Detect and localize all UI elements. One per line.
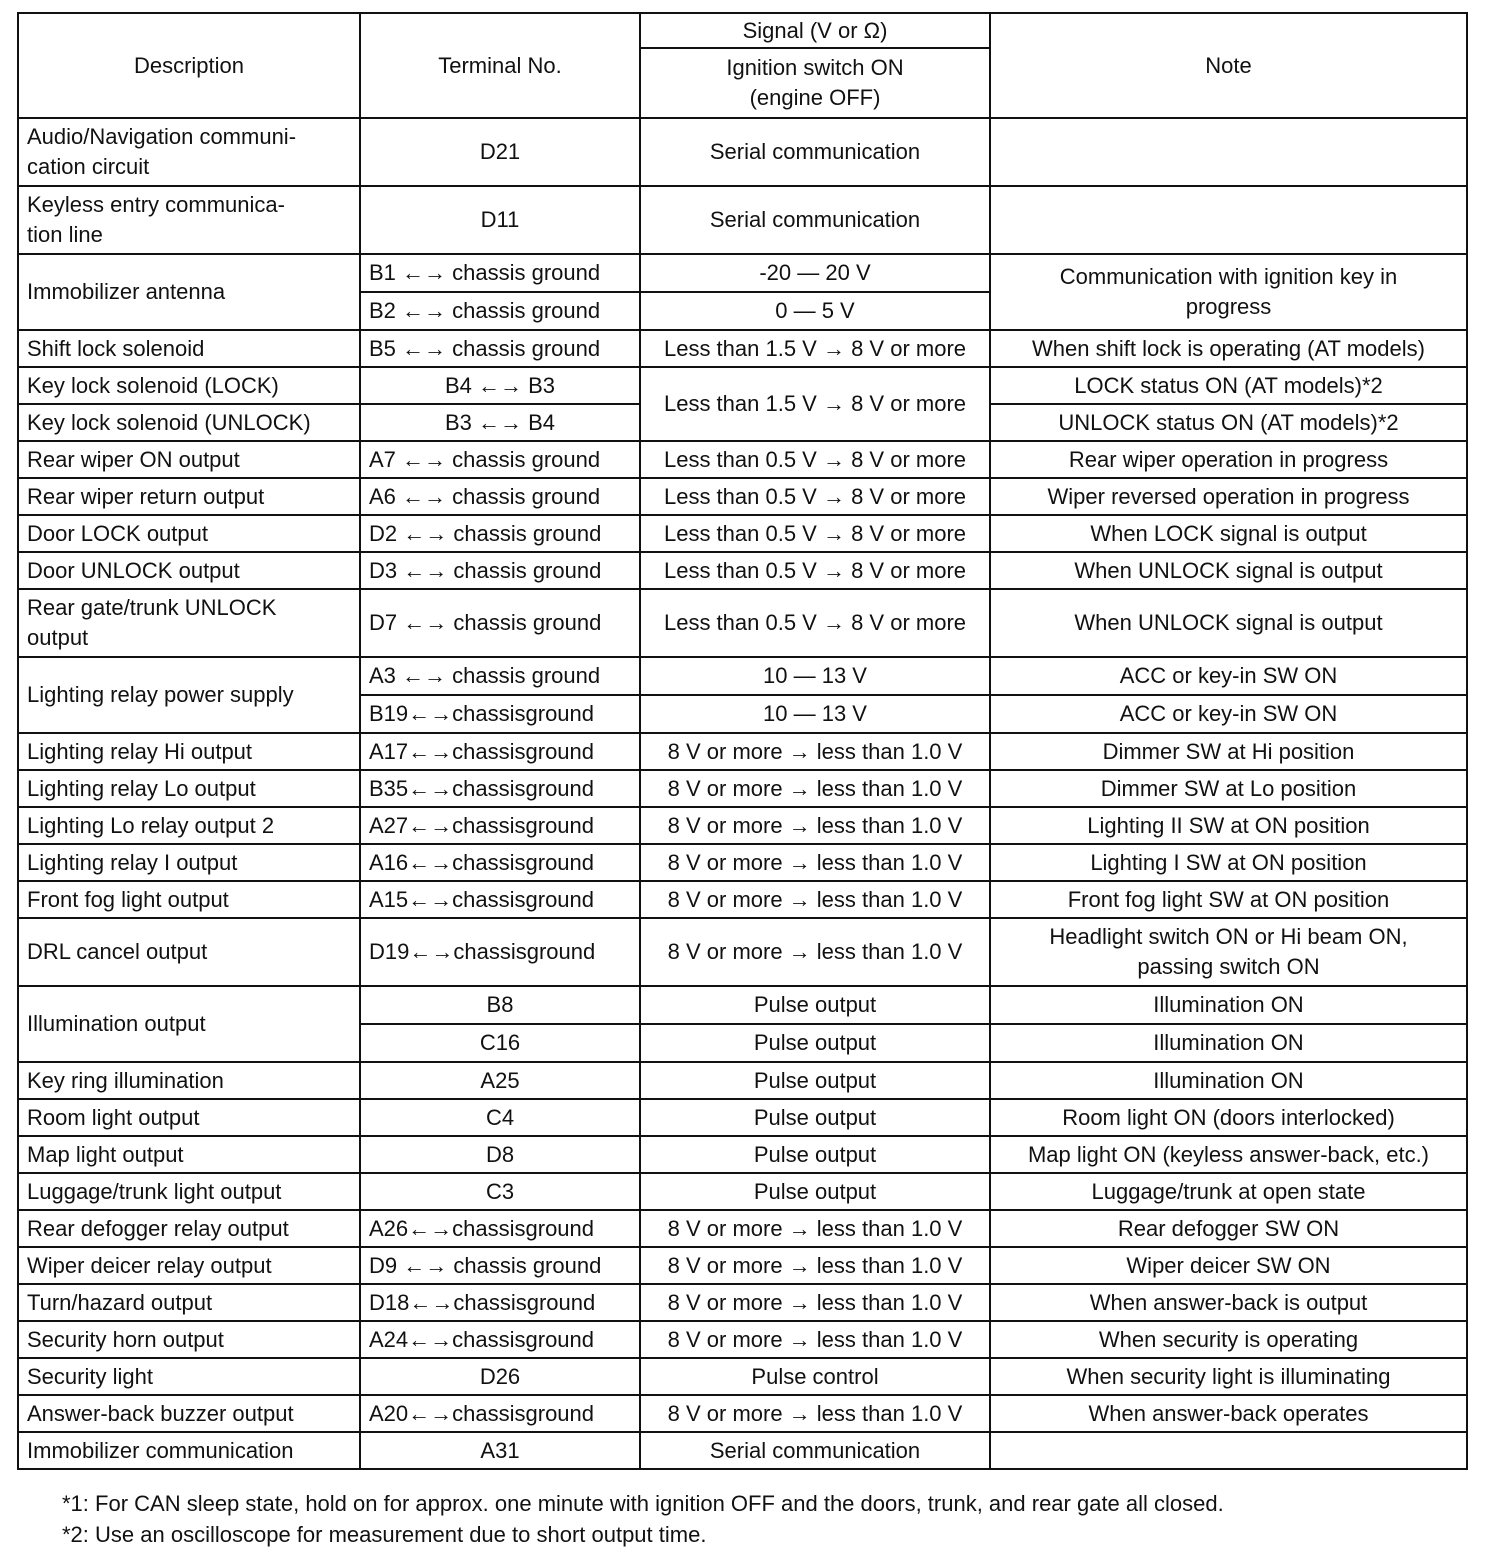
cell-signal: 8 V or more → less than 1.0 V <box>640 1321 990 1358</box>
cell-note: Headlight switch ON or Hi beam ON, passing switch ON <box>990 918 1467 986</box>
cell-description: Door LOCK output <box>18 515 360 552</box>
table-row <box>18 1395 1467 1432</box>
cell-note <box>990 118 1467 186</box>
cell-terminal: D19←→chassisground <box>360 918 640 986</box>
cell-signal: Pulse output <box>640 1136 990 1173</box>
table-row <box>18 1136 1467 1173</box>
cell-terminal: B8 <box>360 986 640 1024</box>
cell-note: Illumination ON <box>990 1062 1467 1099</box>
table-row <box>18 118 1467 186</box>
header-ignition: Ignition switch ON (engine OFF) <box>640 48 990 118</box>
cell-terminal: B35←→chassisground <box>360 770 640 807</box>
header-terminal: Terminal No. <box>360 13 640 118</box>
cell-signal: Pulse output <box>640 1024 990 1062</box>
cell-description: Wiper deicer relay output <box>18 1247 360 1284</box>
cell-signal: Less than 1.5 V → 8 V or more <box>640 330 990 367</box>
cell-description: Immobilizer antenna <box>18 254 360 330</box>
cell-signal: Pulse output <box>640 1062 990 1099</box>
footnotes <box>62 1488 1224 1550</box>
cell-description: Lighting Lo relay output 2 <box>18 807 360 844</box>
cell-signal: 8 V or more → less than 1.0 V <box>640 844 990 881</box>
cell-note: Lighting II SW at ON position <box>990 807 1467 844</box>
cell-description: Security light <box>18 1358 360 1395</box>
table-row <box>18 1247 1467 1284</box>
table-row <box>18 1173 1467 1210</box>
table-row <box>18 330 1467 367</box>
cell-note: ACC or key-in SW ON <box>990 695 1467 733</box>
table-row <box>18 1284 1467 1321</box>
cell-signal: 8 V or more → less than 1.0 V <box>640 1210 990 1247</box>
table-row <box>18 807 1467 844</box>
cell-terminal: A24←→chassisground <box>360 1321 640 1358</box>
cell-signal: 10 — 13 V <box>640 657 990 695</box>
cell-description: Lighting relay power supply <box>18 657 360 733</box>
table-row <box>18 478 1467 515</box>
cell-signal: Less than 1.5 V → 8 V or more <box>640 367 990 441</box>
header-description: Description <box>18 13 360 118</box>
cell-signal: 8 V or more → less than 1.0 V <box>640 733 990 770</box>
cell-terminal: B19←→chassisground <box>360 695 640 733</box>
table-row <box>18 657 1467 695</box>
header-signal: Signal (V or Ω) <box>640 13 990 48</box>
cell-note: Rear wiper operation in progress <box>990 441 1467 478</box>
signal-spec-table <box>17 12 1468 1470</box>
cell-terminal: D11 <box>360 186 640 254</box>
cell-description: Key ring illumination <box>18 1062 360 1099</box>
cell-description: Front fog light output <box>18 881 360 918</box>
cell-terminal: D21 <box>360 118 640 186</box>
table-row <box>18 1321 1467 1358</box>
cell-signal: Pulse output <box>640 1099 990 1136</box>
cell-note: Wiper deicer SW ON <box>990 1247 1467 1284</box>
table-row <box>18 552 1467 589</box>
cell-description: Room light output <box>18 1099 360 1136</box>
table-row <box>18 770 1467 807</box>
cell-terminal: A15←→chassisground <box>360 881 640 918</box>
table-row <box>18 1432 1467 1469</box>
cell-description: Lighting relay Lo output <box>18 770 360 807</box>
cell-terminal: D26 <box>360 1358 640 1395</box>
cell-note: When LOCK signal is output <box>990 515 1467 552</box>
cell-signal: Serial communication <box>640 118 990 186</box>
cell-description: Lighting relay I output <box>18 844 360 881</box>
cell-terminal: B2 ←→ chassis ground <box>360 292 640 330</box>
cell-description: Answer-back buzzer output <box>18 1395 360 1432</box>
cell-note: Wiper reversed operation in progress <box>990 478 1467 515</box>
cell-note: When shift lock is operating (AT models) <box>990 330 1467 367</box>
table-row <box>18 844 1467 881</box>
table-header <box>18 13 1467 118</box>
cell-note: When security light is illuminating <box>990 1358 1467 1395</box>
cell-description: Shift lock solenoid <box>18 330 360 367</box>
cell-terminal: A25 <box>360 1062 640 1099</box>
cell-note: Dimmer SW at Lo position <box>990 770 1467 807</box>
cell-terminal: A16←→chassisground <box>360 844 640 881</box>
cell-signal: -20 — 20 V <box>640 254 990 292</box>
cell-description: Illumination output <box>18 986 360 1062</box>
cell-description: Audio/Navigation communi- cation circuit <box>18 118 360 186</box>
cell-note: LOCK status ON (AT models)*2 <box>990 367 1467 404</box>
cell-description: Immobilizer communication <box>18 1432 360 1469</box>
cell-description: Rear defogger relay output <box>18 1210 360 1247</box>
cell-terminal: D3 ←→ chassis ground <box>360 552 640 589</box>
table-row <box>18 186 1467 254</box>
table-row <box>18 1099 1467 1136</box>
cell-note: Front fog light SW at ON position <box>990 881 1467 918</box>
cell-signal: Less than 0.5 V → 8 V or more <box>640 515 990 552</box>
cell-signal: 8 V or more → less than 1.0 V <box>640 1395 990 1432</box>
table-row <box>18 986 1467 1024</box>
cell-description: Rear gate/trunk UNLOCK output <box>18 589 360 657</box>
cell-note: When security is operating <box>990 1321 1467 1358</box>
cell-description: Security horn output <box>18 1321 360 1358</box>
cell-signal: Pulse output <box>640 1173 990 1210</box>
cell-terminal: A3 ←→ chassis ground <box>360 657 640 695</box>
cell-terminal: B3 ←→ B4 <box>360 404 640 441</box>
cell-signal: Pulse output <box>640 986 990 1024</box>
cell-note <box>990 1432 1467 1469</box>
table-row <box>18 367 1467 404</box>
table-row <box>18 881 1467 918</box>
cell-signal: 8 V or more → less than 1.0 V <box>640 807 990 844</box>
cell-signal: Less than 0.5 V → 8 V or more <box>640 478 990 515</box>
cell-terminal: C16 <box>360 1024 640 1062</box>
table-row <box>18 733 1467 770</box>
cell-terminal: B5 ←→ chassis ground <box>360 330 640 367</box>
table-row <box>18 1358 1467 1395</box>
cell-signal: 0 — 5 V <box>640 292 990 330</box>
cell-note: ACC or key-in SW ON <box>990 657 1467 695</box>
table-row <box>18 1062 1467 1099</box>
cell-note: When answer-back is output <box>990 1284 1467 1321</box>
cell-description: Map light output <box>18 1136 360 1173</box>
cell-description: Luggage/trunk light output <box>18 1173 360 1210</box>
cell-note: When UNLOCK signal is output <box>990 589 1467 657</box>
cell-terminal: B4 ←→ B3 <box>360 367 640 404</box>
cell-note: Map light ON (keyless answer-back, etc.) <box>990 1136 1467 1173</box>
cell-terminal: A26←→chassisground <box>360 1210 640 1247</box>
cell-note <box>990 186 1467 254</box>
cell-terminal: A31 <box>360 1432 640 1469</box>
cell-signal: Serial communication <box>640 186 990 254</box>
cell-description: Key lock solenoid (UNLOCK) <box>18 404 360 441</box>
table-row <box>18 918 1467 986</box>
cell-signal: 8 V or more → less than 1.0 V <box>640 918 990 986</box>
cell-note: Rear defogger SW ON <box>990 1210 1467 1247</box>
cell-terminal: A27←→chassisground <box>360 807 640 844</box>
cell-terminal: A17←→chassisground <box>360 733 640 770</box>
cell-terminal: B1 ←→ chassis ground <box>360 254 640 292</box>
table-row <box>18 589 1467 657</box>
cell-signal: Less than 0.5 V → 8 V or more <box>640 589 990 657</box>
cell-description: Rear wiper return output <box>18 478 360 515</box>
cell-description: Keyless entry communica- tion line <box>18 186 360 254</box>
cell-signal: 10 — 13 V <box>640 695 990 733</box>
cell-signal: 8 V or more → less than 1.0 V <box>640 881 990 918</box>
cell-terminal: C3 <box>360 1173 640 1210</box>
cell-signal: 8 V or more → less than 1.0 V <box>640 1247 990 1284</box>
cell-note: When answer-back operates <box>990 1395 1467 1432</box>
cell-note: Communication with ignition key in progress <box>990 254 1467 330</box>
footnote-1: *1: For CAN sleep state, hold on for approx. one minute with ignition OFF and the doors, trunk, and rear gate all closed. <box>62 1491 1224 1516</box>
cell-signal: 8 V or more → less than 1.0 V <box>640 770 990 807</box>
footnote-2: *2: Use an oscilloscope for measurement due to short output time. <box>62 1522 707 1547</box>
cell-note: Illumination ON <box>990 1024 1467 1062</box>
cell-terminal: D2 ←→ chassis ground <box>360 515 640 552</box>
cell-note: Illumination ON <box>990 986 1467 1024</box>
cell-description: Rear wiper ON output <box>18 441 360 478</box>
cell-description: Key lock solenoid (LOCK) <box>18 367 360 404</box>
table-row <box>18 1210 1467 1247</box>
cell-terminal: D9 ←→ chassis ground <box>360 1247 640 1284</box>
cell-terminal: A20←→chassisground <box>360 1395 640 1432</box>
table-row <box>18 441 1467 478</box>
cell-note: Room light ON (doors interlocked) <box>990 1099 1467 1136</box>
cell-description: DRL cancel output <box>18 918 360 986</box>
cell-description: Door UNLOCK output <box>18 552 360 589</box>
cell-description: Turn/hazard output <box>18 1284 360 1321</box>
cell-terminal: D8 <box>360 1136 640 1173</box>
cell-note: Luggage/trunk at open state <box>990 1173 1467 1210</box>
cell-terminal: C4 <box>360 1099 640 1136</box>
cell-note: When UNLOCK signal is output <box>990 552 1467 589</box>
cell-terminal: A7 ←→ chassis ground <box>360 441 640 478</box>
cell-note: Dimmer SW at Hi position <box>990 733 1467 770</box>
cell-signal: Less than 0.5 V → 8 V or more <box>640 552 990 589</box>
cell-terminal: D18←→chassisground <box>360 1284 640 1321</box>
cell-terminal: D7 ←→ chassis ground <box>360 589 640 657</box>
cell-note: UNLOCK status ON (AT models)*2 <box>990 404 1467 441</box>
cell-description: Lighting relay Hi output <box>18 733 360 770</box>
cell-signal: Serial communication <box>640 1432 990 1469</box>
table-row <box>18 254 1467 292</box>
table-row <box>18 515 1467 552</box>
cell-signal: Less than 0.5 V → 8 V or more <box>640 441 990 478</box>
cell-signal: Pulse control <box>640 1358 990 1395</box>
cell-signal: 8 V or more → less than 1.0 V <box>640 1284 990 1321</box>
header-note: Note <box>990 13 1467 118</box>
cell-terminal: A6 ←→ chassis ground <box>360 478 640 515</box>
cell-note: Lighting I SW at ON position <box>990 844 1467 881</box>
